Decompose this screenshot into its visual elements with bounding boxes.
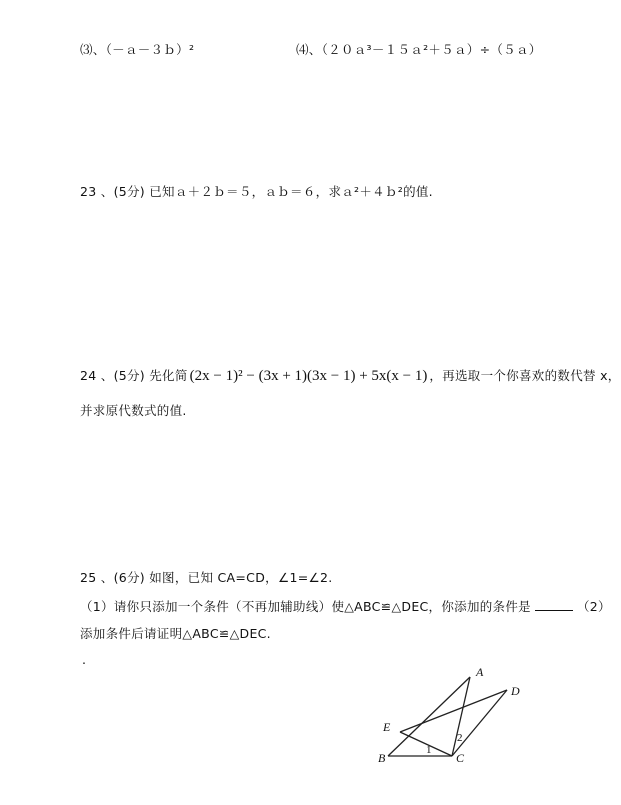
question-25-part2-marker: （2） xyxy=(576,599,611,614)
question-24-prefix: 24 、(5分) 先化简 xyxy=(80,368,188,383)
question-24-line2: 并求原代数式的值. xyxy=(80,403,187,418)
exercise-3-number: ⑶、 xyxy=(80,42,106,57)
question-25-part1-text: （1）请你只添加一个条件（不再加辅助线）使△ABC≌△DEC，你添加的条件是 xyxy=(80,599,531,614)
label-C: C xyxy=(456,751,465,765)
question-24-suffix: ，再选取一个你喜欢的数代替 x， xyxy=(429,368,621,383)
segment-DC xyxy=(452,690,507,756)
stray-dot: . xyxy=(82,652,87,667)
question-25-part2: 添加条件后请证明△ABC≌△DEC. xyxy=(80,626,271,641)
question-23: 23 、(5分) 已知ａ＋２ｂ＝５，ａｂ＝６，求ａ²＋４ｂ²的值. xyxy=(80,184,433,199)
exercise-4-number: ⑷、 xyxy=(296,42,322,57)
segment-ED xyxy=(400,690,507,732)
label-E: E xyxy=(383,720,391,734)
question-24-expression: (2x − 1)² − (3x + 1)(3x − 1) + 5x(x − 1) xyxy=(189,368,428,384)
segment-AC xyxy=(452,677,470,756)
label-A: A xyxy=(476,665,484,679)
angle-2-label: 2 xyxy=(457,732,463,744)
label-B: B xyxy=(378,751,386,765)
question-25-title: 25 、(6分) 如图，已知 CA=CD，∠1=∠2. xyxy=(80,570,333,585)
exercise-4-expression: （２０ａ³－１５ａ²＋５ａ）÷（５ａ） xyxy=(321,42,542,57)
angle-1-label: 1 xyxy=(426,744,432,756)
label-D: D xyxy=(511,684,520,698)
exercise-3-expression: （－ａ－３ｂ）² xyxy=(105,42,195,57)
